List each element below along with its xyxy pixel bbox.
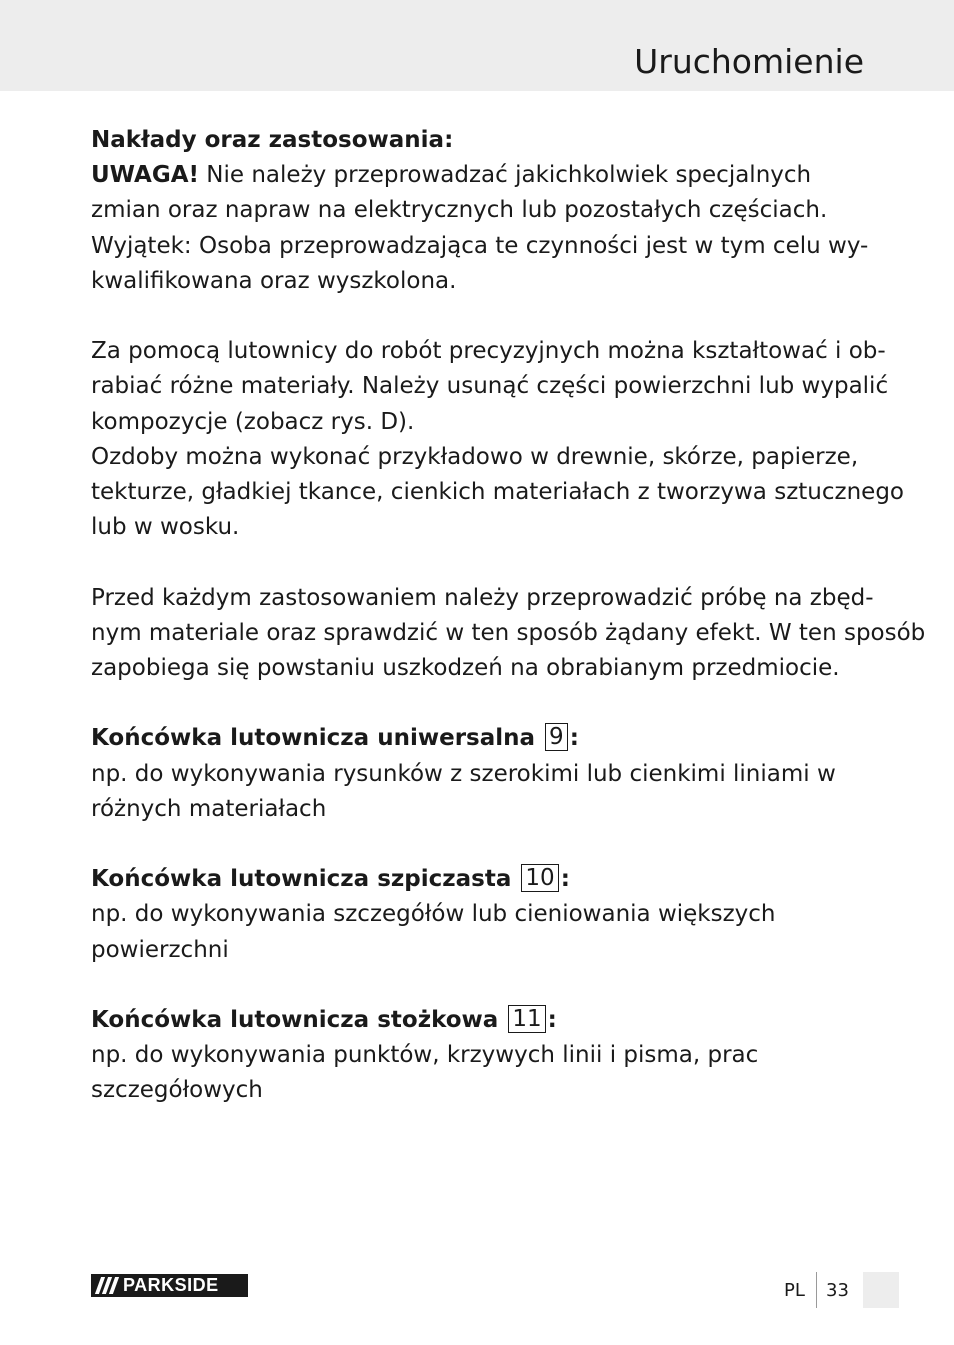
text-line: Ozdoby można wykonać przykładowo w drewnie, skórze, papierze,	[91, 443, 859, 470]
page-number: 33	[826, 1280, 849, 1301]
text-line: np. do wykonywania punktów, krzywych linii i pisma, prac	[91, 1042, 759, 1069]
text-line: powierzchni	[91, 936, 229, 963]
text-line: rabiać różne materiały. Należy usunąć części powierzchni lub wypalić	[91, 373, 889, 400]
tip-heading-text: Końcówka lutownicza uniwersalna	[91, 725, 536, 752]
tip-heading	[91, 721, 866, 756]
text-line: zmian oraz napraw na elektrycznych lub pozostałych częściach.	[91, 197, 828, 224]
text-line: szczegółowych	[91, 1077, 263, 1104]
text-line: kwalifikowana oraz wyszkolona.	[91, 267, 457, 294]
text-line: Wyjątek: Osoba przeprowadzająca te czynności jest w tym celu wy-	[91, 232, 869, 259]
logo-stripes-icon	[91, 1274, 123, 1297]
section-usage	[91, 123, 869, 299]
text-line: tekturze, gładkiej tkance, cienkich materiałach z tworzywa sztucznego	[91, 479, 904, 506]
text-line: nym materiale oraz sprawdzić w ten sposób żądany efekt. W ten sposób	[91, 619, 926, 646]
footer-tab-marker	[863, 1272, 899, 1308]
tip-colon: :	[569, 725, 579, 752]
part-ref-badge: 11	[508, 1005, 545, 1033]
text-line: kompozycje (zobacz rys. D).	[91, 408, 415, 435]
warning-text: Nie należy przeprowadzać jakichkolwiek specjalnych	[198, 162, 812, 189]
text-line: Za pomocą lutownicy do robót precyzyjnych można kształtować i ob-	[91, 338, 886, 365]
section-heading: Nakłady oraz zastosowania:	[91, 127, 454, 153]
page-title: Uruchomienie	[634, 42, 864, 81]
text-line: np. do wykonywania szczegółów lub cieniowania większych	[91, 901, 776, 928]
tip-heading	[91, 1003, 866, 1038]
text-line: różnych materiałach	[91, 795, 327, 822]
tip-colon: :	[547, 1007, 557, 1033]
tip-heading	[91, 862, 866, 897]
tip-heading-text: Końcówka lutownicza szpiczasta	[91, 866, 512, 893]
part-ref-badge: 10	[521, 864, 558, 892]
text-line: Przed każdym zastosowaniem należy przeprowadzić próbę na zbęd-	[91, 584, 874, 611]
brand-logo	[91, 1274, 248, 1297]
footer-divider	[816, 1272, 817, 1308]
text-line: lub w wosku.	[91, 514, 240, 541]
tip-colon: :	[560, 866, 570, 893]
part-ref-badge: 9	[545, 723, 568, 751]
tip-conical	[91, 1003, 866, 1109]
warning-label: UWAGA!	[91, 162, 199, 189]
tip-universal	[91, 721, 866, 827]
text-line: zapobiega się powstaniu uszkodzeń na obrabianym przedmiocie.	[91, 655, 840, 682]
content	[91, 123, 926, 1109]
paragraph-materials	[91, 334, 904, 545]
brand-name: PARKSIDE	[123, 1275, 219, 1295]
text-line: np. do wykonywania rysunków z szerokimi lub cienkimi liniami w	[91, 760, 836, 787]
tip-heading-text: Końcówka lutownicza stożkowa	[91, 1007, 499, 1033]
paragraph-test	[91, 581, 926, 687]
tip-pointed	[91, 862, 866, 968]
warning-line	[91, 158, 866, 193]
language-code: PL	[784, 1280, 805, 1301]
